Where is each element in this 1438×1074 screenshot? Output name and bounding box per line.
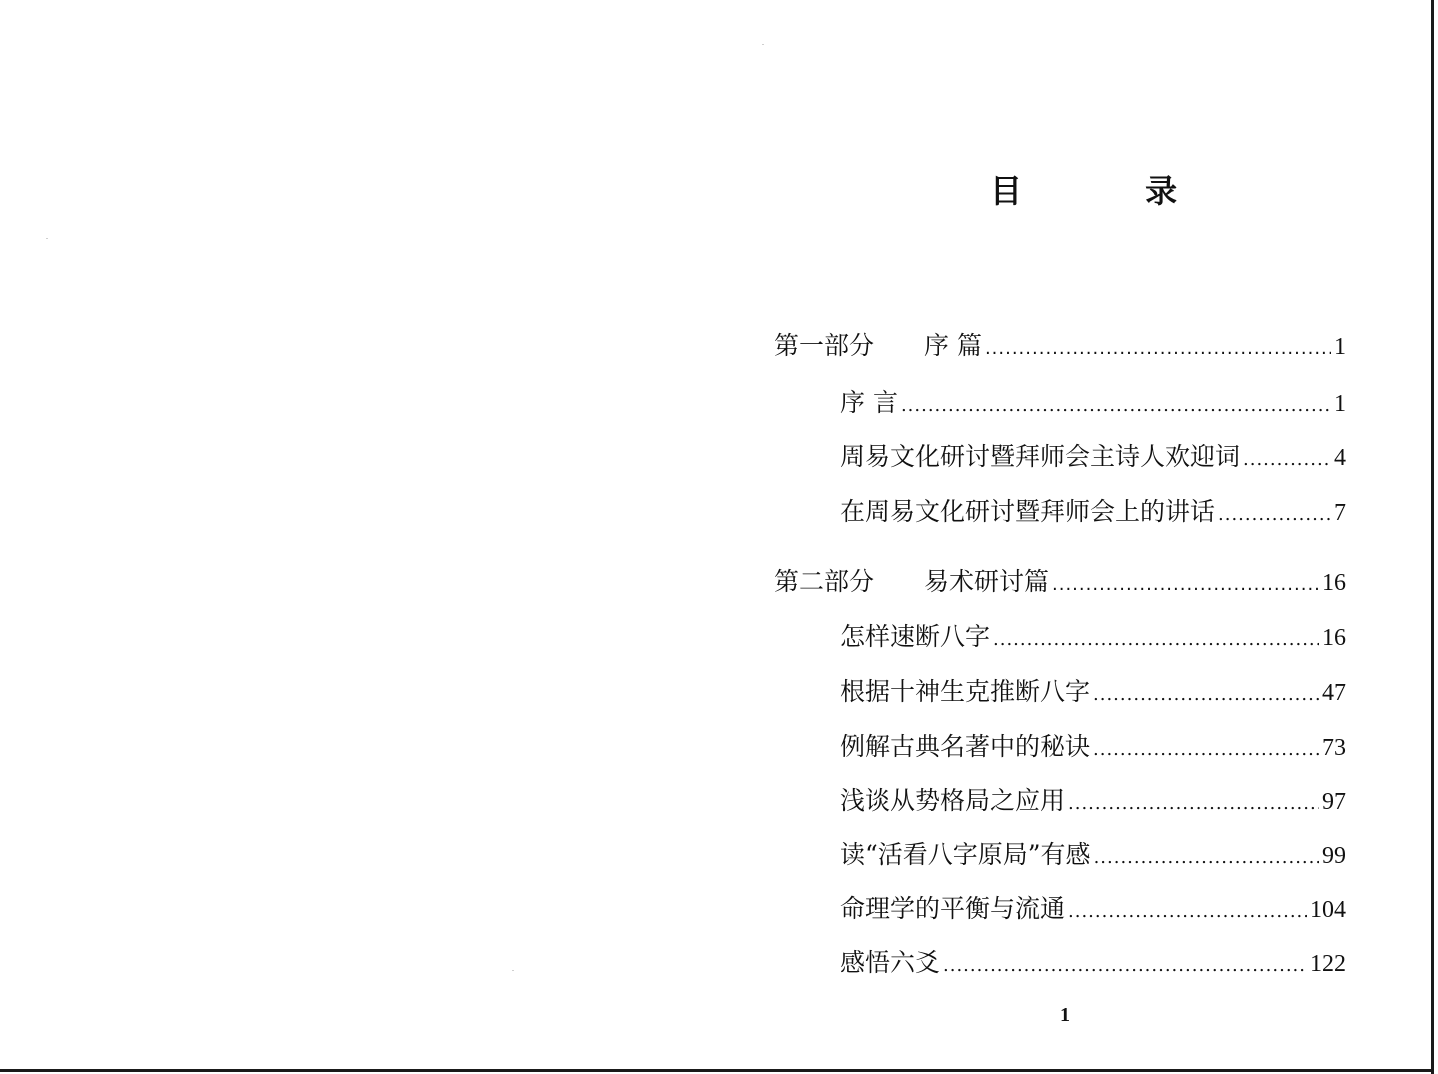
leader-dots [1243, 449, 1331, 470]
entry-title: 浅谈从势格局之应用 [840, 786, 1066, 815]
toc-entry[interactable] [840, 889, 1346, 925]
leader-dots [1094, 847, 1319, 868]
entry-title: 周易文化研讨暨拜师会主诗人欢迎词 [840, 442, 1241, 471]
page-ref: 104 [1310, 897, 1346, 923]
entry-title: 例解古典名著中的秘诀 [840, 732, 1091, 761]
toc-entry[interactable] [840, 781, 1346, 817]
entry-title: 根据十神生克推断八字 [840, 677, 1091, 706]
leader-dots [1093, 739, 1319, 760]
part-label: 第二部分 [774, 567, 875, 596]
leader-dots [943, 955, 1307, 976]
entry-title: 序 言 [840, 388, 898, 417]
scan-edge-right [1431, 0, 1434, 1074]
toc-entry[interactable] [840, 727, 1346, 763]
part-label: 第一部分 [774, 331, 875, 360]
entry-title: 命理学的平衡与流通 [840, 894, 1066, 923]
toc-part-1[interactable] [774, 326, 1346, 362]
leader-dots [993, 629, 1319, 650]
entry-title: 怎样速断八字 [840, 622, 991, 651]
toc-entry[interactable] [840, 383, 1346, 419]
leader-dots [1052, 574, 1319, 595]
page-ref: 16 [1322, 570, 1346, 596]
toc-entry[interactable] [840, 492, 1346, 528]
page-ref: 47 [1322, 680, 1346, 706]
scan-speck [512, 970, 514, 971]
toc-entry[interactable] [840, 617, 1346, 653]
page-ref: 122 [1310, 951, 1346, 977]
toc-entry[interactable] [840, 437, 1346, 473]
leader-dots [1218, 504, 1331, 525]
page-ref: 99 [1322, 843, 1346, 869]
part-name: 易术研讨篇 [924, 567, 1050, 596]
scan-speck [46, 238, 48, 239]
entry-title: 读“活看八字原局”有感 [840, 840, 1091, 869]
page-ref: 1 [1334, 391, 1346, 417]
part-name: 序 篇 [924, 331, 982, 360]
page-ref: 73 [1322, 735, 1346, 761]
page-number: 1 [1060, 1004, 1070, 1026]
toc-part-2[interactable] [774, 562, 1346, 598]
toc-entry[interactable] [840, 835, 1346, 871]
leader-dots [1068, 793, 1319, 814]
scan-edge-bottom [0, 1069, 1434, 1072]
leader-dots [985, 338, 1331, 359]
page-ref: 4 [1334, 445, 1346, 471]
page-ref: 7 [1334, 500, 1346, 526]
leader-dots [1068, 901, 1307, 922]
scan-speck [762, 44, 764, 45]
entry-title: 感悟六爻 [840, 948, 941, 977]
page-ref: 1 [1334, 334, 1346, 360]
toc-entry[interactable] [840, 672, 1346, 708]
entry-title: 在周易文化研讨暨拜师会上的讲话 [840, 497, 1216, 526]
toc-title: 目 录 [990, 172, 1234, 210]
toc-entry[interactable] [840, 943, 1346, 979]
leader-dots [1093, 684, 1319, 705]
page-ref: 97 [1322, 789, 1346, 815]
leader-dots [901, 395, 1331, 416]
page-ref: 16 [1322, 625, 1346, 651]
